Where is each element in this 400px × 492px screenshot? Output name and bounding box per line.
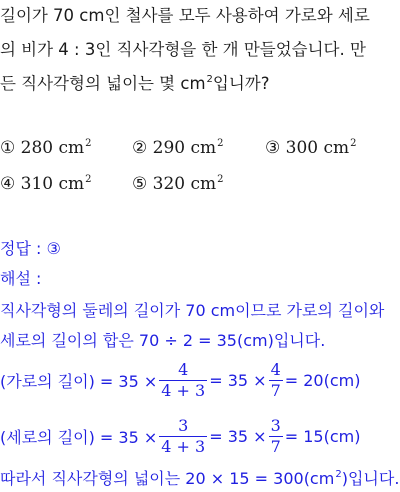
choice-4[interactable]: [0, 174, 92, 194]
question-line-2: 의 비가 4 : 3인 직사각형을 한 개 만들었습니다. 만: [0, 40, 366, 59]
choice-4-value: 310 cm: [20, 174, 85, 194]
width-fraction-2: [269, 359, 283, 400]
width-fraction-1-den: 4 + 3: [161, 380, 206, 400]
choice-5-mark: ⑤: [132, 174, 148, 194]
choice-3-value: 300 cm: [285, 138, 350, 158]
height-equation: [0, 414, 360, 458]
choice-3[interactable]: [265, 138, 357, 158]
choice-2-value: 290 cm: [152, 138, 217, 158]
solution-line-2: 세로의 길이의 합은 70 ÷ 2 = 35(cm)입니다.: [0, 331, 326, 350]
width-fraction-1: [159, 359, 207, 400]
width-lhs: (가로의 길이) = 35 ×: [0, 371, 158, 391]
final-line: [0, 466, 399, 489]
choice-1-sup: 2: [85, 138, 92, 149]
height-lhs: (세로의 길이) = 35 ×: [0, 427, 158, 447]
question-line-3-tail: 입니까?: [212, 74, 270, 93]
question-line-3: [0, 70, 269, 94]
solution-label: 해설 :: [0, 269, 42, 288]
final-tail: )입니다.: [341, 469, 400, 488]
width-result: = 20(cm): [284, 370, 361, 390]
choice-4-sup: 2: [85, 174, 92, 185]
height-fraction-2-num: 3: [270, 415, 281, 435]
choice-5[interactable]: [132, 174, 224, 194]
solution-line-1: 직사각형의 둘레의 길이가 70 cm이므로 가로의 길이와: [0, 301, 385, 320]
question-line-1: 길이가 70 cm인 철사를 모두 사용하여 가로와 세로: [0, 6, 370, 25]
width-fraction-2-den: 7: [270, 380, 281, 400]
height-fraction-2-den: 7: [270, 436, 281, 456]
choice-2[interactable]: [132, 138, 224, 158]
width-fraction-2-num: 4: [270, 359, 281, 379]
answer-line: 정답 : ③: [0, 239, 61, 258]
final-text: 따라서 직사각형의 넓이는 20 × 15 = 300(cm: [0, 469, 335, 488]
height-fraction-2: [269, 415, 283, 456]
choice-3-sup: 2: [350, 138, 357, 149]
height-fraction-1-den: 4 + 3: [161, 436, 206, 456]
width-equation: [0, 358, 360, 402]
choice-3-mark: ③: [265, 138, 281, 158]
choice-5-sup: 2: [217, 174, 224, 185]
height-mid: = 35 ×: [209, 426, 267, 446]
width-fraction-1-num: 4: [178, 359, 189, 379]
choice-1-value: 280 cm: [20, 138, 85, 158]
height-fraction-1: [159, 415, 207, 456]
width-mid: = 35 ×: [209, 370, 267, 390]
choice-5-value: 320 cm: [152, 174, 217, 194]
final-sup: 2: [335, 469, 342, 480]
choice-4-mark: ④: [0, 174, 16, 194]
height-result: = 15(cm): [284, 426, 361, 446]
choice-1[interactable]: [0, 138, 92, 158]
question-line-3-text: 든 직사각형의 넓이는 몇 cm: [0, 74, 206, 93]
height-fraction-1-num: 3: [178, 415, 189, 435]
choice-2-sup: 2: [217, 138, 224, 149]
choice-2-mark: ②: [132, 138, 148, 158]
square-superscript: 2: [206, 74, 213, 85]
choice-1-mark: ①: [0, 138, 16, 158]
